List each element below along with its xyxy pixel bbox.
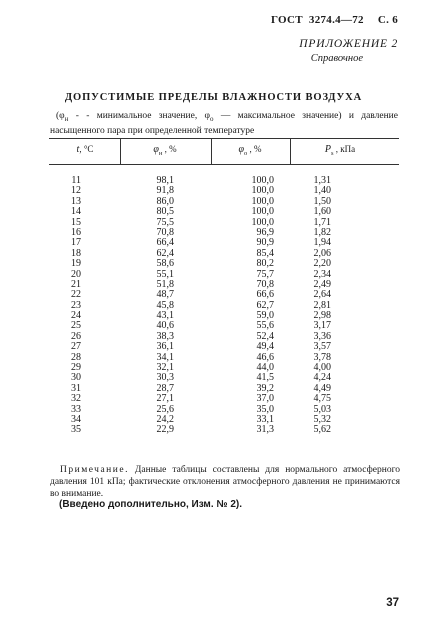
table-cell: 25,6 [156, 403, 174, 415]
header-saturated-pressure: $P_s$ , кПа [324, 144, 356, 157]
table-cell: 35,0 [256, 403, 274, 415]
table-cell: 12 [71, 185, 81, 197]
table-cell: 100,0 [251, 195, 274, 207]
table-cell: 1,71 [313, 216, 331, 228]
table-cell: 29 [71, 362, 81, 374]
table-cell: 75,7 [256, 268, 274, 280]
table-cell: 75,5 [156, 216, 174, 228]
table-cell: 31,3 [256, 424, 274, 436]
table-cell: 28,7 [156, 382, 174, 394]
table-cell: 17 [71, 237, 81, 249]
table-cell: 100,0 [251, 185, 274, 197]
table-cell: 32,1 [156, 362, 174, 374]
table-cell: 19 [71, 258, 81, 270]
table-cell: 36,1 [156, 341, 174, 353]
table-cell: 18 [71, 247, 81, 259]
table-cell: 23 [71, 299, 81, 311]
table-cell: 20 [71, 268, 81, 280]
table-top-rule [49, 138, 399, 139]
table-cell: 1,82 [313, 226, 331, 238]
table-cell: 37,0 [256, 393, 274, 405]
table-cell: 51,8 [156, 278, 174, 290]
table-cell: 62,4 [156, 247, 174, 259]
note-text: Данные таблицы составлены для нормального атмосферного давления 101 кПа; фактические отклонения атмосферного давления не принимаются во внимание. [50, 465, 400, 499]
table-cell: 40,6 [156, 320, 174, 332]
table-cell: 41,5 [256, 372, 274, 384]
table-cell: 22 [71, 289, 81, 301]
header-phi-min: $\varphi_н$ , % [153, 144, 177, 157]
table-cell: 80,2 [256, 258, 274, 270]
table-cell: 98,1 [156, 175, 174, 186]
table-cell: 27 [71, 341, 81, 353]
table-cell: 4,49 [313, 382, 331, 394]
table-cell: 46,6 [256, 351, 274, 363]
note-paragraph [50, 464, 400, 500]
table-cell: 26 [71, 330, 81, 342]
table-cell: 25 [71, 320, 81, 332]
table-cell: 5,62 [313, 424, 331, 436]
table-cell: 85,4 [256, 247, 274, 259]
table-cell: 70,8 [256, 278, 274, 290]
standard-number: 3274.4—72 [308, 14, 364, 26]
header-page: С. 6 [377, 14, 398, 26]
table-cell: 30 [71, 372, 81, 384]
column-temperature [60, 176, 81, 436]
table-cell: 86,0 [156, 195, 174, 207]
table-cell: 5,32 [313, 413, 331, 425]
table-cell: 13 [71, 195, 81, 207]
table-cell: 49,4 [256, 341, 274, 353]
table-cell: 52,4 [256, 330, 274, 342]
table-cell: 80,5 [156, 206, 174, 218]
table-cell: 3,36 [313, 330, 331, 342]
table-cell: 66,6 [256, 289, 274, 301]
appendix-label: ПРИЛОЖЕНИЕ 2 [299, 38, 398, 50]
table-cell: 43,1 [156, 310, 174, 322]
table-cell: 45,8 [156, 299, 174, 311]
amendment-note: (Введено дополнительно, Изм. № 2). [59, 499, 242, 510]
table-cell: 55,6 [256, 320, 274, 332]
table-cell: 4,75 [313, 393, 331, 405]
appendix-kind: Справочное [310, 53, 363, 64]
table-cell: 100,0 [251, 216, 274, 228]
table-cell: 91,8 [156, 185, 174, 197]
table-cell: 35 [71, 424, 81, 436]
table-cell: 21 [71, 278, 81, 290]
table-cell: 24 [71, 310, 81, 322]
note-label: Примечание. [60, 465, 129, 475]
header-phi-max: $\varphi_о$ , % [238, 144, 262, 157]
table-cell: 30,3 [156, 372, 174, 384]
page-number: 37 [386, 597, 399, 609]
page-header [271, 14, 398, 26]
table-cell: 48,7 [156, 289, 174, 301]
table-cell: 90,9 [256, 237, 274, 249]
table-cell: 58,6 [156, 258, 174, 270]
table-cell: 3,78 [313, 351, 331, 363]
table-cell: 2,98 [313, 310, 331, 322]
table-cell: 22,9 [156, 424, 174, 436]
table-cell: 1,40 [313, 185, 331, 197]
table-cell: 4,24 [313, 372, 331, 384]
table-cell: 1,94 [313, 237, 331, 249]
table-cell: 1,60 [313, 206, 331, 218]
table-cell: 32 [71, 393, 81, 405]
column-phi-max [220, 176, 274, 436]
table-cell: 16 [71, 226, 81, 238]
intro-paragraph: ($\varphi_н$ - - минимальное значение, $\varphi_о$ — максимальное значение) и давление насыщенного пара при определенной температуре [50, 111, 398, 136]
table-cell: 66,4 [156, 237, 174, 249]
table-cell: 3,17 [313, 320, 331, 332]
table-cell: 44,0 [256, 362, 274, 374]
table-cell: 55,1 [156, 268, 174, 280]
page-title: ДОПУСТИМЫЕ ПРЕДЕЛЫ ВЛАЖНОСТИ ВОЗДУХА [64, 92, 363, 103]
table-cell: 38,3 [156, 330, 174, 342]
table-cell: 39,2 [256, 382, 274, 394]
table-cell: 34,1 [156, 351, 174, 363]
column-phi-min [130, 176, 174, 436]
table-cell: 100,0 [251, 206, 274, 218]
table-column-divider [120, 138, 121, 164]
column-saturated-pressure [300, 176, 331, 436]
table-cell: 100,0 [251, 175, 274, 186]
table-cell: 11 [71, 175, 81, 186]
table-cell: 70,8 [156, 226, 174, 238]
table-cell: 96,9 [256, 226, 274, 238]
table-cell: 2,34 [313, 268, 331, 280]
table-cell: 2,06 [313, 247, 331, 259]
table-cell: 15 [71, 216, 81, 228]
table-cell: 33,1 [256, 413, 274, 425]
table-cell: 2,64 [313, 289, 331, 301]
table-cell: 3,57 [313, 341, 331, 353]
table-column-divider [211, 138, 212, 164]
table-cell: 27,1 [156, 393, 174, 405]
table-cell: 1,31 [313, 175, 331, 186]
table-cell: 31 [71, 382, 81, 394]
table-cell: 24,2 [156, 413, 174, 425]
table-cell: 14 [71, 206, 81, 218]
table-cell: 2,49 [313, 278, 331, 290]
table-cell: 33 [71, 403, 81, 415]
table-cell: 28 [71, 351, 81, 363]
table-header-rule [49, 164, 399, 165]
table-cell: 34 [71, 413, 81, 425]
table-cell: 1,50 [313, 195, 331, 207]
table-cell: 2,81 [313, 299, 331, 311]
table-cell: 4,00 [313, 362, 331, 374]
table-cell: 59,0 [256, 310, 274, 322]
table-cell: 5,03 [313, 403, 331, 415]
header-temperature: t, °C [76, 144, 94, 155]
table-cell: 2,20 [313, 258, 331, 270]
table-column-divider [290, 138, 291, 164]
table-cell: 62,7 [256, 299, 274, 311]
standard-label: ГОСТ [270, 14, 303, 26]
